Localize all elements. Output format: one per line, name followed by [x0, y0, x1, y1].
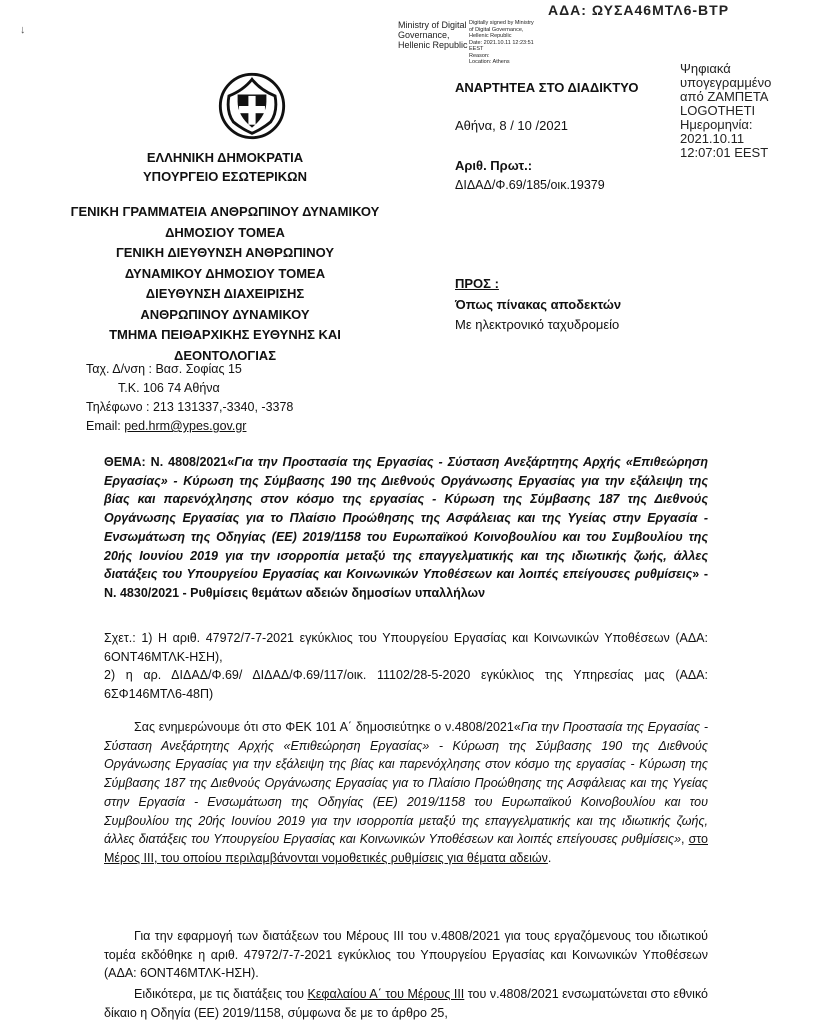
signature-stamp-label: Ministry of Digital Governance, Hellenic Republic [398, 20, 468, 50]
corner-mark: ↓ [20, 24, 26, 36]
subject: ΘΕΜΑ: Ν. 4808/2021«Για την Προστασία της Εργασίας - Σύσταση Ανεξάρτητης Αρχής «Επιθεώρηση Εργασίας» - Κύρωση της Σύμβασης 190 της Διεθνούς Οργάνωσης Εργασίας για την εξάλειψη της βίας και παρενόχλησης στον κόσμο της εργασίας - Κύρωση της Σύμβασης 187 της Διεθνούς Οργάνωσης Εργασίας για το Πλαίσιο Προώθησης της Ασφάλειας και της Υγείας στην Εργασία - Ενσωμάτωση της Οδηγίας (ΕΕ) 2019/1158 του Ευρωπαϊκού Κοινοβουλίου και του Συμβουλίου της 20ής Ιουνίου 2019 για την ισορροπία μεταξύ της επαγγελματικής και της ιδιωτικής ζωής, άλλες διατάξεις του Υπουργείου Εργασίας και Κοινωνικών Υποθέσεων και λοιπές επείγουσες ρυθμίσεις» - Ν. 4830/2021 - Ρυθμίσεις θεμάτων αδειών δημοσίων υπαλλήλων [104, 455, 708, 600]
ada-code: ΑΔΑ: ΩΥΣΑ46ΜΤΛ6-ΒΤΡ [548, 2, 730, 18]
address-postcode: Τ.Κ. 106 74 Αθήνα [118, 381, 220, 395]
protocol-label: Αριθ. Πρωτ.: [455, 158, 533, 173]
digital-signature-block: Ψηφιακά υπογεγραμμένο από ΖΑΜΠΕΤΑ LOGOTHETI Ημερομηνία: 2021.10.11 12:07:01 EEST [680, 61, 772, 160]
address-street: Ταχ. Δ/νση : Βασ. Σοφίας 15 [86, 362, 242, 376]
paragraph-3: Ειδικότερα, με τις διατάξεις του Κεφαλαίου Α΄ του Μέρους ΙΙΙ του ν.4808/2021 ενσωματώνεται στο εθνικό δίκαιο η Οδηγία (ΕΕ) 2019/1158, σύμφωνα δε με το άρθρο 25, [104, 987, 709, 1020]
recipient-line-2: Με ηλεκτρονικό ταχυδρομείο [455, 317, 620, 332]
recipient-label: ΠΡΟΣ : [455, 276, 499, 291]
place-date: Αθήνα, 8 / 10 /2021 [455, 118, 569, 133]
address-phone: Τηλέφωνο : 213 131337,-3340, -3378 [86, 400, 294, 414]
email-link[interactable]: ped.hrm@ypes.gov.gr [124, 419, 247, 433]
protocol-number: ΔΙΔΑΔ/Φ.69/185/οικ.19379 [455, 178, 605, 192]
references: Σχετ.: 1) Η αριθ. 47972/7-7-2021 εγκύκλιος του Υπουργείου Εργασίας και Κοινωνικών Υποθέσεων (ΑΔΑ: 6ΟΝΤ46ΜΤΛΚ-ΗΣΗ), 2) η αρ. ΔΙΔΑΔ/Φ.69/ ΔΙΔΑΔ/Φ.69/117/οικ. 11102/28-5-2020 εγκύκλιος της Υπηρεσίας μας (ΑΔΑ: 6ΣΦ146ΜΤΛ6-48Π) [104, 631, 708, 702]
header-department: ΓΕΝΙΚΗ ΓΡΑΜΜΑΤΕΙΑ ΑΝΘΡΩΠΙΝΟΥ ΔΥΝΑΜΙΚΟΥ ΔΗΜΟΣΙΟΥ ΤΟΜΕΑ ΓΕΝΙΚΗ ΔΙΕΥΘΥΝΣΗ ΑΝΘΡΩΠΙΝΟΥ ΔΥΝΑΜΙΚΟΥ ΔΗΜΟΣΙΟΥ ΤΟΜΕΑ ΔΙΕΥΘΥΝΣΗ ΔΙΑΧΕΙΡΙΣΗΣ ΑΝΘΡΩΠΙΝΟΥ ΔΥΝΑΜΙΚΟΥ ΤΜΗΜΑ ΠΕΙΘΑΡΧΙΚΗΣ ΕΥΘΥΝΗΣ ΚΑΙ ΔΕΟΝΤΟΛΟΓΙΑΣ [70, 204, 380, 363]
hellenic-emblem-icon [216, 70, 288, 142]
address-email: Email: ped.hrm@ypes.gov.gr [86, 419, 247, 433]
paragraph-2: Για την εφαρμογή των διατάξεων του Μέρους ΙΙΙ του ν.4808/2021 για τους εργαζόμενους του ιδιωτικού τομέα εκδόθηκε η αριθ. 47972/7-7-2021 εγκύκλιος του Υπουργείου Εργασίας και Κοινωνικών Υποθέσεων (ΑΔΑ: 6ΟΝΤ46ΜΤΛΚ-ΗΣΗ). [104, 929, 708, 981]
header-state: ΕΛΛΗΝΙΚΗ ΔΗΜΟΚΡΑΤΙΑ ΥΠΟΥΡΓΕΙΟ ΕΣΩΤΕΡΙΚΩΝ [143, 150, 307, 184]
paragraph-1: Σας ενημερώνουμε ότι στο ΦΕΚ 101 Α΄ δημοσιεύτηκε ο ν.4808/2021«Για την Προστασία της Εργασίας - Σύσταση Ανεξάρτητης Αρχής «Επιθεώρηση Εργασίας» - Κύρωση της Σύμβασης 190 της Διεθνούς Οργάνωσης Εργασίας για την εξάλειψη της βίας και παρενόχλησης στον κόσμο της εργασίας - Κύρωση της Σύμβασης 187 της Διεθνούς Οργάνωσης Εργασίας για το Πλαίσιο Προώθησης της Ασφάλειας και της Υγείας στην Εργασία - Ενσωμάτωση της Οδηγίας (ΕΕ) 2019/1158 του Ευρωπαϊκού Κοινοβουλίου και του Συμβουλίου της 20ής Ιουνίου 2019 για την ισορροπία μεταξύ της επαγγελματικής και της ιδιωτικής ζωής, άλλες διατάξεις του Υπουργείου Εργασίας και Κοινωνικών Υποθέσεων και λοιπές επείγουσες ρυθμίσεις», στο Μέρος ΙΙΙ, του οποίου περιλαμβάνονται νομοθετικές ρυθμίσεις για θέματα αδειών. [104, 720, 708, 865]
recipient-line-1: Όπως πίνακας αποδεκτών [455, 297, 622, 312]
posted-notice: ΑΝΑΡΤΗΤΕΑ ΣΤΟ ΔΙΑΔΙΚΤΥΟ [455, 80, 639, 95]
signature-stamp-detail: Digitally signed by Ministry of Digital Governance, Hellenic Republic Date: 2021.10.11 12:23:51 EEST Reason: Location: Athens [469, 20, 534, 65]
